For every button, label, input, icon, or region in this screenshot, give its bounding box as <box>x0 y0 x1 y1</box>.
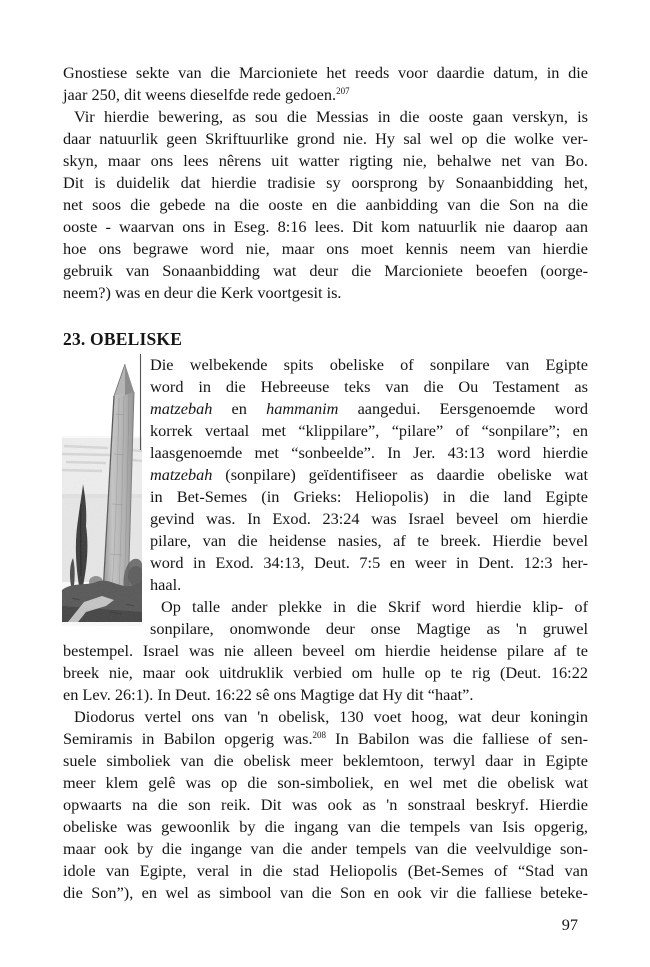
section-heading: 23. OBELISKE <box>63 329 183 349</box>
text-line: Die welbekende spits obeliske of sonpilare van Egipte <box>150 355 588 374</box>
text-line: jaar 250, dit weens dieselfde rede gedoen.$^{207}$ <box>63 85 350 104</box>
text-line: obeliske was gewoonlik by die ingang van die tempels van Isis opgerig, <box>63 817 588 836</box>
text-line: in Bet-Semes (in Grieks: Heliopolis) in die land Egipte <box>150 487 588 506</box>
text-line: bestempel. Israel was nie alleen beveel om hierdie heidense pilare af te <box>63 641 588 660</box>
emphasized-term: matzebah <box>150 399 213 418</box>
page-number: 97 <box>561 915 578 934</box>
text-line: word in die Hebreeuse teks van die Ou Testament as <box>150 377 588 396</box>
footnote-ref: 208 <box>312 730 327 740</box>
obelisk-section <box>63 354 588 640</box>
footnote-ref: 207 <box>336 86 350 96</box>
text-line: en Lev. 26:1). In Deut. 16:22 sê ons Magtige dat Hy dit “haat”. <box>63 685 474 704</box>
text-line: suele simboliek van die obelisk meer beklemtoon, terwyl daar in Egipte <box>63 751 588 770</box>
paragraph-marcioniete <box>63 62 588 106</box>
paragraph-obelisk-wrap <box>150 354 588 640</box>
text-line: Dit is duidelik dat hierdie tradisie sy oorsprong by Sonaanbidding het, <box>63 173 588 192</box>
text-line: Vir hierdie bewering, as sou die Messias in die ooste gaan verskyn, is <box>74 107 588 126</box>
text-line: maar ook by die ingange van die ander tempels van die veelvuldige son- <box>63 839 588 858</box>
text-line: hoe ons begrawe word nie, maar ons moet kennis neem van hierdie <box>63 239 588 258</box>
text-line: matzebah en hammanim aangedui. Eersgenoemde word <box>150 399 589 418</box>
emphasized-term: hammanim <box>266 399 339 418</box>
text-line: meer klem gelê was op die son-simboliek, en wel met die obelisk wat <box>63 773 588 792</box>
paragraph-messias-ooste <box>63 106 588 304</box>
text-line: laasgenoemde met “sonbeelde”. In Jer. 43:13 word hierdie <box>150 443 588 462</box>
text-line: net soos die gebede na die ooste en die aanbidding van die Son na die <box>63 195 588 214</box>
text-line: opwaarts na die son reik. Dit was ook as 'n sonstraal beskryf. Hierdie <box>63 795 588 814</box>
text-line: gevind was. In Exod. 23:24 was Israel beveel om hierdie <box>150 509 588 528</box>
text-line: Op talle ander plekke in die Skrif word hierdie klip- of <box>161 597 588 616</box>
text-line: haal. <box>150 575 182 594</box>
obelisk-engraving-icon <box>62 354 142 634</box>
text-line: sonpilare, onomwonde deur onse Magtige as 'n gruwel <box>150 619 588 638</box>
text-line: word in Exod. 34:13, Deut. 7:5 en weer in Dent. 12:3 her- <box>150 553 588 572</box>
text-line: breek nie, maar ook uitdruklik verbied om hulle op te rig (Deut. 16:22 <box>63 663 588 682</box>
text-line: matzebah (sonpilare) geïdentifiseer as daardie obeliske wat <box>150 465 588 484</box>
text-line: Gnostiese sekte van die Marcioniete het reeds voor daardie datum, in die <box>63 63 588 82</box>
paragraph-obelisk-full <box>63 640 588 706</box>
text-line: korrek vertaal met “klippilare”, “pilare” of “sonpilare”; en <box>150 421 588 440</box>
text-line: neem?) was en deur die Kerk voortgesit is. <box>63 283 342 302</box>
text-line: daar natuurlik geen Skriftuurlike grond nie. Hy sal wel op die wolke ver- <box>63 129 588 148</box>
text-line: Semiramis in Babilon opgerig was.$^{208}$ In Babilon was die falliese of sen- <box>63 729 589 748</box>
text-line: die Son”), en wel as simbool van die Son en ook vir die falliese beteke- <box>63 883 588 902</box>
obelisk-figure <box>63 354 150 634</box>
paragraph-diodorus <box>63 706 588 904</box>
text-line: Diodorus vertel ons van 'n obelisk, 130 voet hoog, wat deur koningin <box>74 707 588 726</box>
text-line: skyn, maar ons lees nêrens uit watter rigting nie, behalwe net van Bo. <box>63 151 588 170</box>
text-line: idole van Egipte, veral in die stad Heliopolis (Bet-Semes of “Stad van <box>63 861 588 880</box>
text-line: ooste - waarvan ons in Eseg. 8:16 lees. Dit kom natuurlik nie daarop aan <box>63 217 588 236</box>
text-line: gebruik van Sonaanbidding wat deur die Marcioniete beoefen (oorge- <box>63 261 588 280</box>
emphasized-term: matzebah <box>150 465 213 484</box>
text-line: pilare, van die heidense nasies, af te breek. Hierdie bevel <box>150 531 588 550</box>
